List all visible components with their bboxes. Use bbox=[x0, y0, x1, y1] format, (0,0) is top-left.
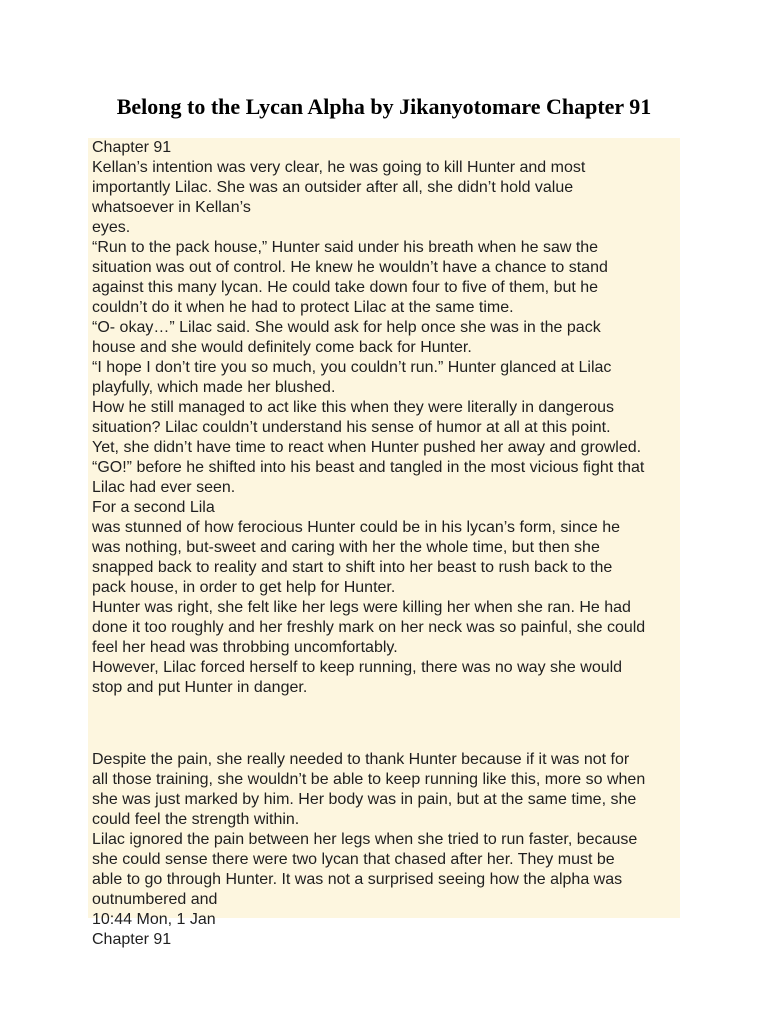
text-line: she could sense there were two lycan that chased after her. They must be bbox=[92, 851, 615, 868]
text-line: How he still managed to act like this when they were literally in dangerous bbox=[92, 399, 615, 416]
text-line: “Run to the pack house,” Hunter said under his breath when he saw the bbox=[92, 239, 599, 256]
text-line: could feel the strength within. bbox=[92, 811, 300, 828]
text-line: Chapter 91 bbox=[92, 139, 172, 156]
text-line: against this many lycan. He could take down four to five of them, but he bbox=[92, 279, 599, 296]
text-line: outnumbered and bbox=[92, 891, 218, 908]
text-line: Lilac had ever seen. bbox=[92, 479, 236, 496]
text-line: “GO!” before he shifted into his beast and tangled in the most vicious fight that bbox=[92, 459, 645, 476]
text-line: able to go through Hunter. It was not a surprised seeing how the alpha was bbox=[92, 871, 623, 888]
text-line: she was just marked by him. Her body was in pain, but at the same time, she bbox=[92, 791, 637, 808]
text-line: situation? Lilac couldn’t understand his sense of humor at all at this point. bbox=[92, 419, 611, 436]
text-line: However, Lilac forced herself to keep running, there was no way she would bbox=[92, 659, 623, 676]
text-line: Kellan’s intention was very clear, he was going to kill Hunter and most bbox=[92, 159, 586, 176]
text-line: Lilac ignored the pain between her legs when she tried to run faster, because bbox=[92, 831, 638, 848]
text-line: situation was out of control. He knew he wouldn’t have a chance to stand bbox=[92, 259, 608, 276]
text-line: house and she would definitely come back for Hunter. bbox=[92, 339, 472, 356]
text-line: was stunned of how ferocious Hunter could be in his lycan’s form, since he bbox=[92, 519, 620, 536]
text-line: eyes. bbox=[92, 219, 131, 236]
text-line: done it too roughly and her freshly mark on her neck was so painful, she could bbox=[92, 619, 646, 636]
text-line: Chapter 91 bbox=[92, 931, 172, 948]
text-line: “I hope I don’t tire you so much, you couldn’t run.” Hunter glanced at Lilac bbox=[92, 359, 612, 376]
paragraph-gap bbox=[92, 714, 676, 734]
text-line: couldn’t do it when he had to protect Lilac at the same time. bbox=[92, 299, 514, 316]
text-line: feel her head was throbbing uncomfortably. bbox=[92, 639, 398, 656]
text-line: pack house, in order to get help for Hunter. bbox=[92, 579, 396, 596]
text-line: stop and put Hunter in danger. bbox=[92, 679, 308, 696]
text-line: For a second Lila bbox=[92, 499, 215, 516]
text-line: all those training, she wouldn’t be able to keep running like this, more so when bbox=[92, 771, 646, 788]
text-line: was nothing, but-sweet and caring with her the whole time, but then she bbox=[92, 539, 600, 556]
text-line: snapped back to reality and start to shift into her beast to rush back to the bbox=[92, 559, 613, 576]
text-line: 10:44 Mon, 1 Jan bbox=[92, 911, 216, 928]
text-line: importantly Lilac. She was an outsider after all, she didn’t hold value bbox=[92, 179, 574, 196]
chapter-text-block bbox=[88, 138, 680, 948]
text-line: Despite the pain, she really needed to thank Hunter because if it was not for bbox=[92, 751, 630, 768]
text-line: “O- okay…” Lilac said. She would ask for help once she was in the pack bbox=[92, 319, 601, 336]
text-line: whatsoever in Kellan’s bbox=[92, 199, 251, 216]
text-line: Yet, she didn’t have time to react when Hunter pushed her away and growled. bbox=[92, 439, 642, 456]
text-line: playfully, which made her blushed. bbox=[92, 379, 336, 396]
document-title: Belong to the Lycan Alpha by Jikanyotomare Chapter 91 bbox=[116, 94, 652, 119]
text-line: Hunter was right, she felt like her legs were killing her when she ran. He had bbox=[92, 599, 631, 616]
